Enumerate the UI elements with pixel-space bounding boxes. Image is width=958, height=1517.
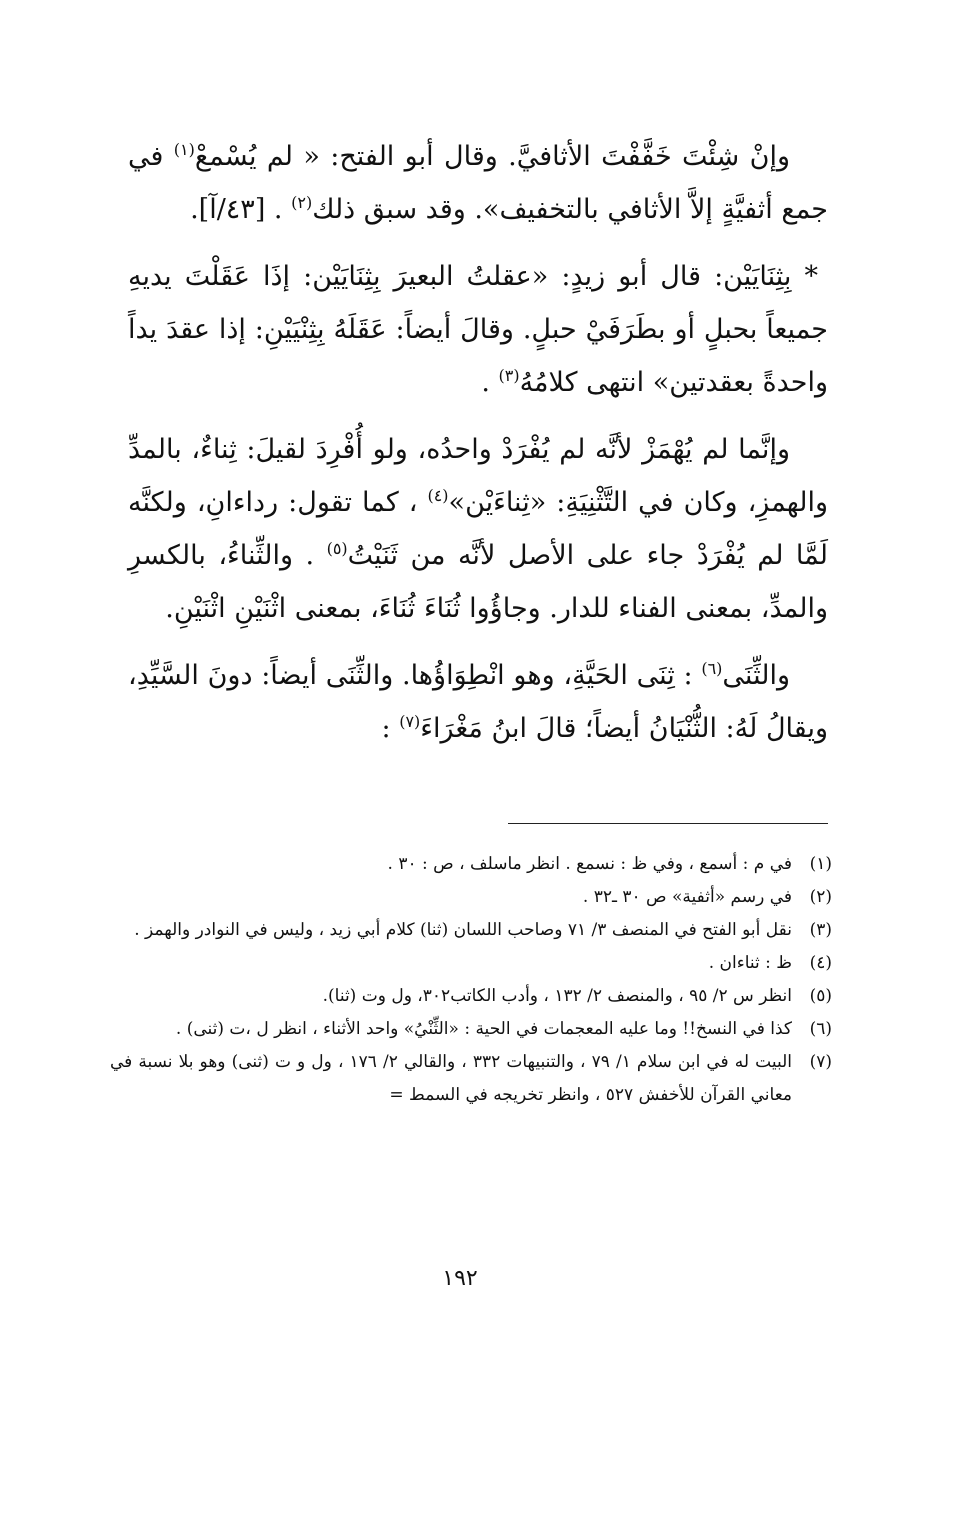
footnote-2 [110,881,832,914]
paragraph-3 [128,423,828,635]
text-segment: في جمع أثفيَّةٍ إلاَّ الأثافي بالتخفيف». وقد سبق ذلك [128,141,828,225]
text-segment: والثِّنَى [722,660,790,691]
paragraph-4 [128,649,828,755]
footnote-separator [508,823,828,824]
footnote-ref-6: (٦) [701,659,723,678]
main-text [128,130,828,769]
footnote-text: نقل أبو الفتح في المنصف ٣/ ٧١ وصاحب اللسان (ثنا) كلام أبي زيد ، وليس في النوادر والهمز . [134,920,792,940]
footnote-text: في م : أسمع ، وفي ظ : نسمع . انظر ماسلف ، ص : ٣٠ . [387,854,792,874]
footnote-number: (٢) [809,887,832,907]
footnote-text: في رسم «أثفية» ص ٣٠ ـ٣٢ . [582,887,792,907]
footnote-text: كذا في النسخ!! وما عليه المعجمات في الحية : «الثِّنْيُ» واحد الأثناء ، انظر ل ،ت (ثنى) . [175,1019,792,1039]
footnote-text: ظ : ثناءان . [708,953,792,973]
footnote-ref-7: (٧) [399,712,421,731]
footnote-number: (٥) [809,986,832,1006]
paragraph-2 [128,250,828,409]
text-segment: وإنَّما لم يُهْمَزْ لأنَّه لم يُفْرَدْ واحدُه، ولو أُفْرِدَ لقيلَ: ثِناءٌ، بالمدِّ والهمزِ، وكان في التَّثْنِيَةِ: «ثِناءَيْن» [128,434,828,518]
footnote-text: انظر س ٢/ ٩٥ ، والمنصف ٢/ ١٣٢ ، وأدب الكاتب٣٠٢، ول وت (ثنا). [322,986,792,1006]
footnote-5 [110,980,832,1013]
text-segment: : ثِنَى الحَيَّةِ، وهو انْطِوَاؤُها. والثِّنَى أيضاً: دونَ السَّيِّدِ، ويقالُ لَهُ: الثُّنْيَانُ أيضاً؛ قالَ ابنُ مَغْرَاءَ [128,660,828,744]
footnote-ref-1: (١) [173,140,195,159]
footnote-number: (٦) [809,1019,832,1039]
footnote-text: البيت له في ابن سلام ١/ ٧٩ ، والتنبيهات ٣٣٢ ، والقالي ٢/ ١٧٦ ، ول و ت (ثنى) وهو بلا نسبة في معاني القرآن للأخفش ٥٢٧ ، وانظر تخريجه في السمط = [110,1052,792,1105]
footnote-number: (١) [809,854,832,874]
footnote-7 [110,1046,832,1112]
footnotes [110,848,832,1112]
footnote-ref-2: (٢) [291,193,313,212]
text-segment: . [٤٣/آ]. [190,194,292,225]
text-segment: * بِثِنَايَيْن: قال أبو زيدٍ: «عقلتُ البعيرَ بِثِنَايَيْن: إذَا عَقَلْتَ يديهِ جميعاً بحبلٍ أو بطَرَفَيْ حبلٍ. وقالَ أيضاً: عَقَلَهُ بِثِنْيَيْنِ: إذا عقدَ يداً واحدةً بعقدتين» انتهى كلامُهُ [128,261,828,398]
footnote-4 [110,947,832,980]
footnote-ref-3: (٣) [498,366,520,385]
text-segment: : [381,713,400,744]
footnote-3 [110,914,832,947]
footnote-ref-5: (٥) [326,539,348,558]
text-segment: ، كما تقول: رداءانِ، ولكنَّه لَمَّا لم يُفْرَدْ جاء على الأصل لأنَّه من ثَنَيْتُ [128,487,828,571]
footnote-number: (٣) [809,920,832,940]
footnote-1 [110,848,832,881]
page-number: ١٩٢ [442,1266,478,1291]
footnote-ref-4: (٤) [427,486,449,505]
footnote-number: (٤) [809,953,832,973]
text-segment: . والثِّناءُ، بالكسرِ والمدِّ، بمعنى الفناء للدار. وجاؤُوا ثُنَاءَ ثُنَاءَ، بمعنى اثْنَيْنِ اثْنَيْنِ. [128,540,828,624]
paragraph-1 [128,130,828,236]
text-segment: . [481,367,499,398]
footnote-number: (٧) [809,1052,832,1072]
text-segment: وإنْ شِئْتَ خَفَّفْتَ الأثافيَّ. وقال أبو الفتح: « لم يُسْمعْ [194,141,791,172]
footnote-6 [110,1013,832,1046]
